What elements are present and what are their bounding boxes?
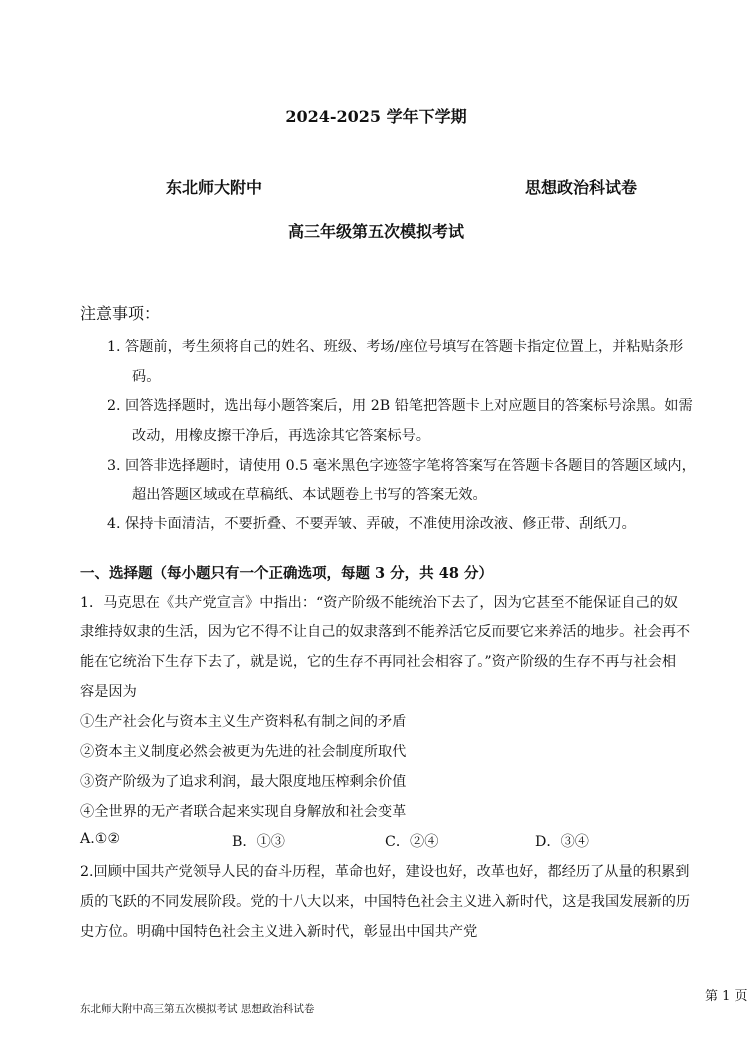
q1-option-b: B．①③ xyxy=(232,834,285,850)
notice-item-4: 4. 保持卡面清洁，不要折叠、不要弄皱、弄破，不准使用涂改液、修正带、刮纸刀。 xyxy=(107,516,636,532)
q1-option-a: A.①② xyxy=(80,831,121,847)
notice-item-1: 1. 答题前，考生须将自己的姓名、班级、考场/座位号填写在答题卡指定位置上，并粘贴条形 xyxy=(107,339,684,355)
notice-heading: 注意事项： xyxy=(80,304,161,323)
q2-line-3: 史方位。明确中国特色社会主义进入新时代，彰显出中国共产党 xyxy=(80,924,478,940)
notice-item-2-cont: 改动，用橡皮擦干净后，再选涂其它答案标号。 xyxy=(132,428,430,444)
notice-item-3-cont: 超出答题区域或在草稿纸、本试题卷上书写的答案无效。 xyxy=(132,487,487,503)
q1-line-1: 1．马克思在《共产党宣言》中指出：“资产阶级不能统治下去了，因为它甚至不能保证自己的奴 xyxy=(80,595,678,611)
footer-text: 东北师大附中高三第五次模拟考试 思想政治科试卷 xyxy=(80,1003,315,1015)
q1-statement-2: ②资本主义制度必然会被更为先进的社会制度所取代 xyxy=(80,744,407,760)
q1-option-c: C．②④ xyxy=(385,834,439,850)
q2-line-2: 质的飞跃的不同发展阶段。党的十八大以来，中国特色社会主义进入新时代，这是我国发展新的历 xyxy=(80,894,691,910)
q1-statement-3: ③资产阶级为了追求利润，最大限度地压榨剩余价值 xyxy=(80,774,407,790)
q1-line-4: 容是因为 xyxy=(80,684,137,700)
q1-statement-4: ④全世界的无产者联合起来实现自身解放和社会变革 xyxy=(80,804,407,820)
q1-line-2: 隶维持奴隶的生活，因为它不得不让自己的奴隶落到不能养活它反而要它来养活的地步。社会再不 xyxy=(80,624,691,640)
q1-statement-1: ①生产社会化与资本主义生产资料私有制之间的矛盾 xyxy=(80,714,407,730)
section-heading: 一、选择题（每小题只有一个正确选项，每题 3 分，共 48 分） xyxy=(80,565,493,582)
q2-line-1: 2.回顾中国共产党领导人民的奋斗历程，革命也好，建设也好，改革也好，都经历了从量的积累到 xyxy=(80,864,690,880)
notice-item-3: 3. 回答非选择题时，请使用 0.5 毫米黑色字迹签字笔将答案写在答题卡各题目的答题区域内， xyxy=(107,458,696,474)
exam-term-title: 2024-2025 学年下学期 xyxy=(285,107,467,126)
subject-name: 思想政治科试卷 xyxy=(525,178,638,197)
notice-item-2: 2. 回答选择题时，选出每小题答案后，用 2B 铅笔把答题卡上对应题目的答案标号涂黑。如需 xyxy=(107,398,693,414)
exam-title: 高三年级第五次模拟考试 xyxy=(287,222,464,241)
page-number: 第 1 页 xyxy=(705,989,748,1004)
q1-option-d: D．③④ xyxy=(535,834,589,850)
q1-line-3: 能在它统治下生存下去了，就是说，它的生存不再同社会相容了。”资产阶级的生存不再与社会相 xyxy=(80,654,677,670)
school-name: 东北师大附中 xyxy=(166,178,263,197)
notice-item-1-cont: 码。 xyxy=(132,369,161,385)
